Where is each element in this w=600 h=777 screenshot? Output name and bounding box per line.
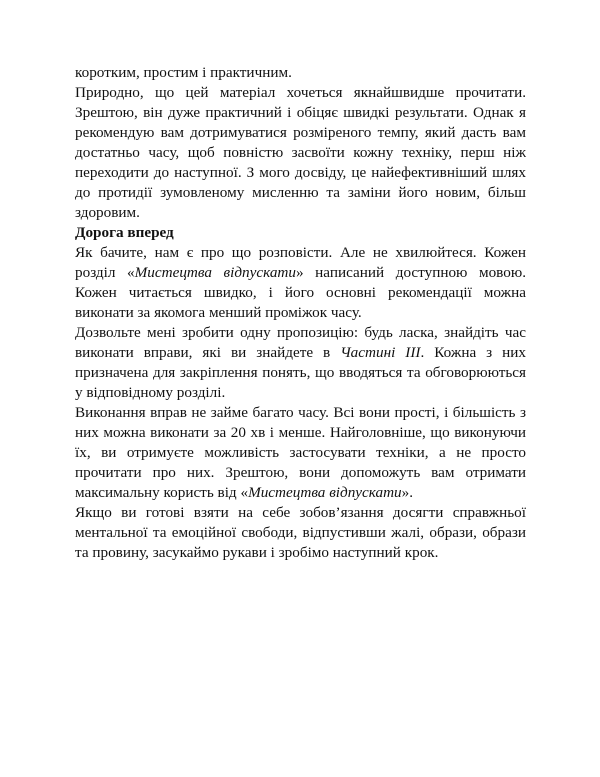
paragraph-4-text-a: Виконання вправ не займе багато часу. Всі вони прості, і більшість з них можна виконати за 20 хв і менше. Найголовніше, що виконуючи їх, ви отримуєте можливість застосувати техніки, а не просто прочитати про них. Зрештою, вони допоможуть вам отримати максимальну користь від «	[75, 404, 526, 501]
paragraph-3-text-b: . Кожна з них призначена для закріплення понять, що вводяться та обговорюються у відповідному розділі.	[75, 344, 526, 401]
document-page	[75, 63, 526, 563]
paragraph-4	[75, 403, 526, 503]
paragraph-3	[75, 323, 526, 403]
paragraph-5: Якщо ви готові взяти на себе зобов’язання досягти справжньої ментальної та емоційної свободи, відпустивши жалі, образи, образи та провину, засукаймо рукави і зробімо наступний крок.	[75, 504, 526, 561]
paragraph-4-text-b: ».	[401, 484, 414, 501]
book-title: Мистецтва відпускати	[134, 264, 296, 281]
book-title: Мистецтва відпускати	[248, 484, 402, 501]
paragraph-1: Природно, що цей матеріал хочеться якнайшвидше прочитати. Зрештою, він дуже практичний і обіцяє швидкі результати. Однак я рекомендую вам дотримуватися розміреного темпу, який дасть вам достатньо часу, щоб повністю засвоїти кожну техніку, перш ніж переходити до наступної. З мого досвіду, це найефективніший шлях до протидії зумовленому мисленню та заміни його новим, більш здоровим.	[75, 84, 526, 221]
paragraph-2-text-b: » написаний доступною мовою. Кожен читається швидко, і його основні рекомендації можна виконати за якомога менший проміжок часу.	[75, 264, 526, 321]
paragraph-0: коротким, простим і практичним.	[75, 64, 292, 81]
section-heading: Дорога вперед	[75, 224, 174, 241]
part-reference: Частині III	[340, 344, 421, 361]
paragraph-2-text-a: Як бачите, нам є про що розповісти. Але не хвилюйтеся. Кожен розділ «	[75, 244, 526, 281]
paragraph-2	[75, 243, 526, 323]
paragraph-3-text-a: Дозвольте мені зробити одну пропозицію: будь ласка, знайдіть час виконати вправи, які ви знайдете в	[75, 324, 526, 361]
